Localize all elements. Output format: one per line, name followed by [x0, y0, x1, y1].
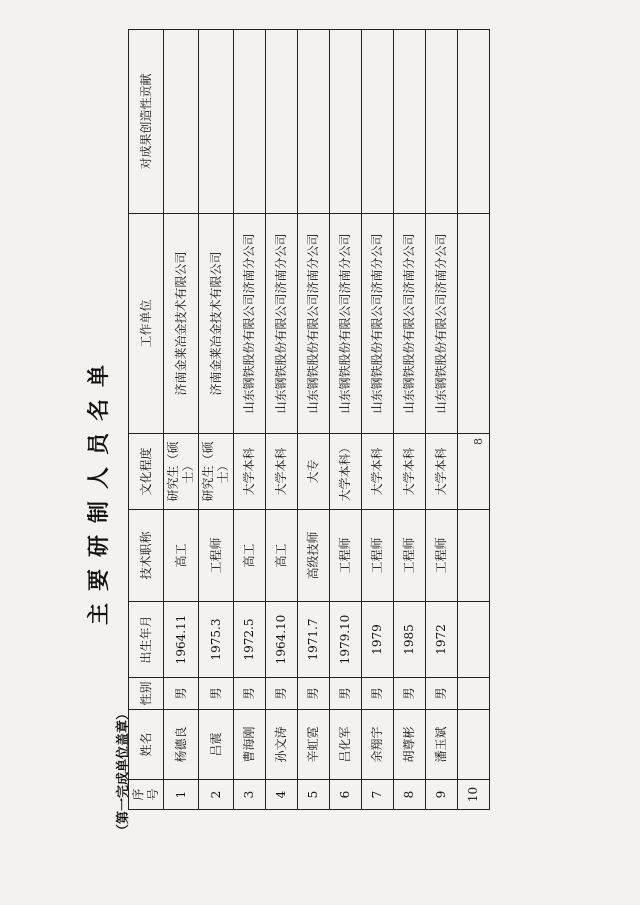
table-row — [362, 30, 394, 810]
column-header-gender: 性别 — [129, 678, 164, 710]
cell-no: 8 — [394, 780, 426, 810]
cell-title: 高工 — [266, 510, 298, 602]
table-body — [164, 30, 490, 810]
cell-employer — [458, 214, 490, 434]
cell-name: 孙文涛 — [266, 710, 298, 780]
cell-name: 潘玉斌 — [426, 710, 458, 780]
cell-gender: 男 — [234, 678, 266, 710]
cell-education: 大学本科） — [330, 434, 362, 510]
cell-gender: 男 — [426, 678, 458, 710]
cell-name: 余翔宇 — [362, 710, 394, 780]
cell-birth: 1979.10 — [330, 602, 362, 678]
cell-title: 高级技师 — [298, 510, 330, 602]
cell-birth: 1985 — [394, 602, 426, 678]
cell-name: 杨德良 — [164, 710, 199, 780]
cell-title: 高工 — [234, 510, 266, 602]
cell-gender: 男 — [298, 678, 330, 710]
column-header-education: 文化程度 — [129, 434, 164, 510]
cell-education: 研究生（硕士） — [164, 434, 199, 510]
cell-title: 工程师 — [362, 510, 394, 602]
cell-birth: 1971.7 — [298, 602, 330, 678]
cell-contribution — [394, 30, 426, 214]
cell-education: 大专 — [298, 434, 330, 510]
cell-employer: 济南金莱冶金技术有限公司 — [199, 214, 234, 434]
cell-title: 工程师 — [426, 510, 458, 602]
cell-contribution — [426, 30, 458, 214]
cell-name: 吕化军 — [330, 710, 362, 780]
cell-no: 3 — [234, 780, 266, 810]
cell-title: 工程师 — [199, 510, 234, 602]
cell-no: 1 — [164, 780, 199, 810]
cell-title: 工程师 — [330, 510, 362, 602]
table-row — [199, 30, 234, 810]
column-header-employer: 工作单位 — [129, 214, 164, 434]
cell-no: 4 — [266, 780, 298, 810]
cell-no: 6 — [330, 780, 362, 810]
cell-title — [458, 510, 490, 602]
column-header-name: 姓名 — [129, 710, 164, 780]
cell-contribution — [266, 30, 298, 214]
cell-name — [458, 710, 490, 780]
cell-contribution — [458, 30, 490, 214]
column-header-contribution: 对成果创造性贡献 — [129, 30, 164, 214]
cell-contribution — [234, 30, 266, 214]
cell-gender: 男 — [164, 678, 199, 710]
cell-contribution — [330, 30, 362, 214]
table-row — [164, 30, 199, 810]
table-row — [330, 30, 362, 810]
cell-birth: 1979 — [362, 602, 394, 678]
cell-name: 胡尊彬 — [394, 710, 426, 780]
cell-contribution — [298, 30, 330, 214]
cell-name: 曹海刚 — [234, 710, 266, 780]
cell-employer: 山东钢铁股份有限公司济南分公司 — [426, 214, 458, 434]
cell-education: 大学本科 — [426, 434, 458, 510]
cell-employer: 山东钢铁股份有限公司济南分公司 — [266, 214, 298, 434]
table-row — [298, 30, 330, 810]
cell-education: 研究生（硕士） — [199, 434, 234, 510]
column-header-birth: 出生年月 — [129, 602, 164, 678]
cell-no: 7 — [362, 780, 394, 810]
cell-contribution — [199, 30, 234, 214]
personnel-table — [128, 29, 490, 810]
page-number: 8 — [472, 438, 485, 445]
cell-name: 吕震 — [199, 710, 234, 780]
cell-gender: 男 — [330, 678, 362, 710]
cell-gender — [458, 678, 490, 710]
cell-education: 大学本科 — [394, 434, 426, 510]
table-row — [234, 30, 266, 810]
cell-education: 大学本科 — [362, 434, 394, 510]
cell-name: 辛虹霓 — [298, 710, 330, 780]
column-header-no: 序号 — [129, 780, 164, 810]
table-row — [426, 30, 458, 810]
cell-employer: 山东钢铁股份有限公司济南分公司 — [298, 214, 330, 434]
cell-gender: 男 — [362, 678, 394, 710]
table-row — [458, 30, 490, 810]
cell-gender: 男 — [199, 678, 234, 710]
cell-employer: 山东钢铁股份有限公司济南分公司 — [330, 214, 362, 434]
cell-education: 大学本科 — [266, 434, 298, 510]
cell-title: 高工 — [164, 510, 199, 602]
table-row — [266, 30, 298, 810]
cell-title: 工程师 — [394, 510, 426, 602]
cell-employer: 济南金莱冶金技术有限公司 — [164, 214, 199, 434]
cell-birth: 1972 — [426, 602, 458, 678]
cell-contribution — [164, 30, 199, 214]
cell-gender: 男 — [266, 678, 298, 710]
cell-no: 9 — [426, 780, 458, 810]
cell-contribution — [362, 30, 394, 214]
cell-no: 5 — [298, 780, 330, 810]
cell-education: 大学本科 — [234, 434, 266, 510]
cell-gender: 男 — [394, 678, 426, 710]
table-row — [394, 30, 426, 810]
table-header — [129, 30, 164, 810]
column-header-title: 技术职称 — [129, 510, 164, 602]
cell-birth: 1964.10 — [266, 602, 298, 678]
cell-birth: 1972.5 — [234, 602, 266, 678]
cell-birth: 1964.11 — [164, 602, 199, 678]
page-title: 主要研制人员名单 — [86, 352, 112, 625]
cell-no: 2 — [199, 780, 234, 810]
cell-birth: 1975.3 — [199, 602, 234, 678]
cell-birth — [458, 602, 490, 678]
stamp-note: （第一完成单位盖章） — [116, 706, 131, 837]
cell-no: 10 — [458, 780, 490, 810]
cell-employer: 山东钢铁股份有限公司济南分公司 — [394, 214, 426, 434]
cell-employer: 山东钢铁股份有限公司济南分公司 — [234, 214, 266, 434]
cell-employer: 山东钢铁股份有限公司济南分公司 — [362, 214, 394, 434]
